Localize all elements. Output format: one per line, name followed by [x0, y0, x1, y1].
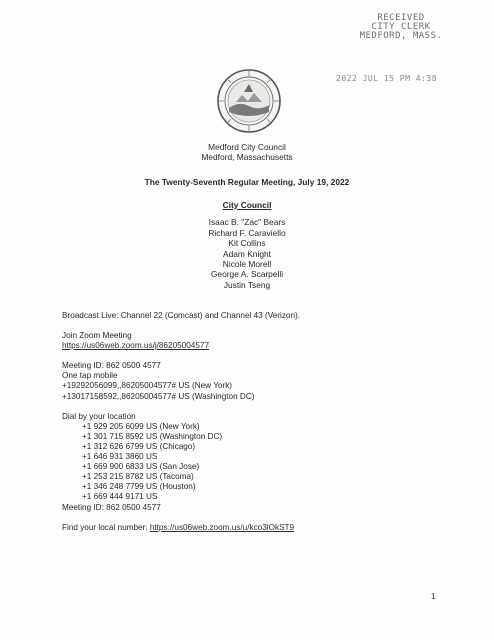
member-name: Adam Knight	[223, 248, 271, 259]
meeting-details	[62, 311, 462, 533]
org-name: Medford City Council	[208, 142, 286, 152]
dial-number: +1 312 626 6799 US (Chicago)	[82, 441, 196, 451]
dial-number: +1 669 900 6833 US (San Jose)	[82, 462, 200, 472]
dial-number: +1 253 215 8782 US (Tacoma)	[82, 472, 194, 482]
dial-number: +1 346 248 7799 US (Houston)	[82, 482, 196, 492]
page-number: 1	[431, 592, 436, 601]
member-name: George A. Scarpelli	[210, 269, 284, 280]
member-name: Nicole Morell	[222, 259, 272, 270]
one-tap-number: +19292056099,,86205004577# US (New York)	[62, 381, 233, 391]
stamp-line-city-clerk: CITY CLERK	[371, 22, 431, 32]
received-stamp	[326, 14, 476, 41]
meeting-title: The Twenty-Seventh Regular Meeting, July 19, 2022	[144, 177, 350, 187]
member-name: Isaac B. "Zac" Bears	[208, 217, 286, 228]
stamp-date: 2022 JUL 15 PM 4:38	[336, 74, 438, 83]
find-local-label: Find your local number:	[62, 522, 150, 532]
find-local-link[interactable]: https://us06web.zoom.us/u/kco3lOkST9	[149, 522, 295, 532]
join-zoom-link[interactable]: https://us06web.zoom.us/j/86205004577	[62, 341, 210, 351]
meeting-id: Meeting ID: 862 0500 4577	[62, 361, 161, 371]
section-title: City Council	[222, 200, 272, 210]
dial-label: Dial by your location	[62, 411, 136, 421]
find-local-number	[62, 523, 462, 533]
meeting-title-block	[0, 177, 494, 187]
city-seal-icon	[216, 68, 282, 134]
one-tap-label: One tap mobile	[62, 371, 118, 381]
stamp-line-location: MEDFORD, MASS.	[359, 31, 443, 41]
dial-number: +1 646 931 3860 US	[82, 452, 158, 462]
member-name: Richard F. Caraviello	[208, 227, 286, 238]
member-name: Kit Collins	[228, 238, 266, 249]
org-location: Medford, Massachusetts	[201, 152, 293, 163]
broadcast-info: Broadcast Live: Channel 22 (Comcast) and Channel 43 (Verizon).	[62, 311, 301, 320]
join-zoom-label: Join Zoom Meeting	[62, 331, 132, 341]
dial-number: +1 301 715 8592 US (Washington DC)	[82, 431, 223, 441]
meeting-id: Meeting ID: 862 0500 4577	[62, 502, 161, 512]
one-tap-number: +13017158592,,86205004577# US (Washington DC)	[62, 391, 255, 401]
dial-number: +1 929 205 6099 US (New York)	[82, 421, 200, 431]
stamp-line-received: RECEIVED	[377, 13, 425, 23]
council-block	[0, 200, 494, 290]
member-name: Justin Tseng	[223, 279, 271, 290]
dial-number: +1 669 444 9171 US	[82, 492, 158, 502]
document-header	[0, 142, 494, 163]
